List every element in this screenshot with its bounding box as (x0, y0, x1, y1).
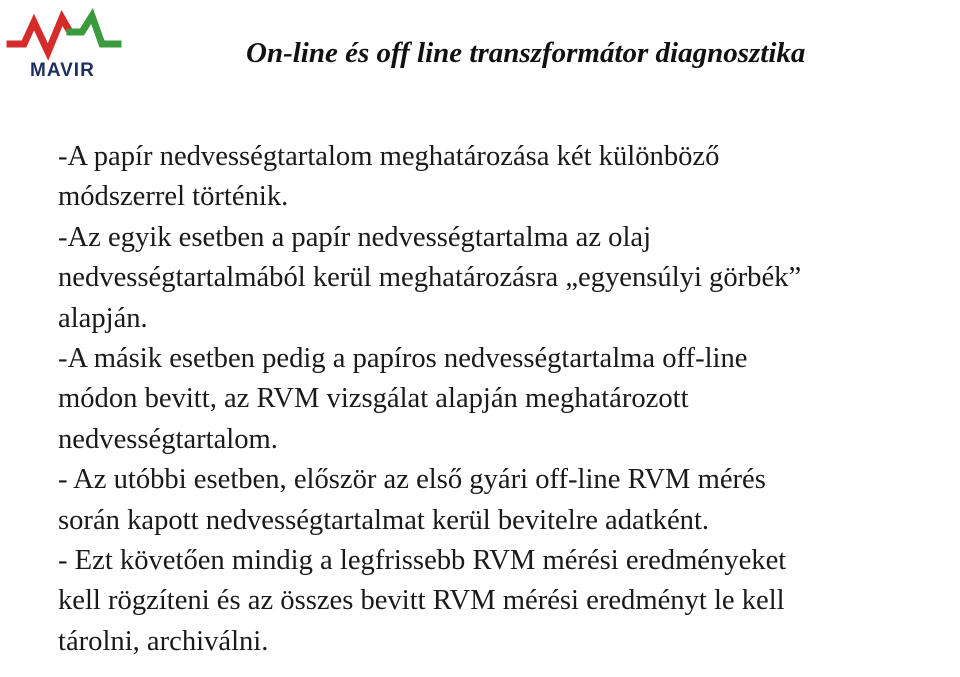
logo-wordmark: MAVIR (30, 60, 95, 81)
text-line: - Ezt követően mindig a legfrissebb RVM mérési eredményeket (58, 545, 787, 577)
text-line: kell rögzíteni és az összes bevitt RVM mérési eredményt le kell (58, 585, 785, 617)
body-text (58, 137, 953, 662)
text-line: -Az egyik esetben a papír nedvességtartalma az olaj (58, 221, 652, 253)
text-line: alapján. (58, 302, 148, 334)
text-line: során kapott nedvességtartalmat kerül bevitelre adatként. (58, 504, 710, 536)
text-line: -A másik esetben pedig a papíros nedvességtartalma off-line (58, 343, 748, 375)
text-line: - Az utóbbi esetben, először az első gyári off-line RVM mérés (58, 464, 766, 496)
text-line: módszerrel történik. (58, 181, 289, 213)
page-title: On-line és off line transzformátor diagnosztika (246, 37, 806, 69)
text-line: nedvességtartalom. (58, 423, 278, 455)
logo-green-wave (70, 16, 118, 44)
text-line: módon bevitt, az RVM vizsgálat alapján meghatározott (58, 383, 689, 415)
logo-red-wave (10, 18, 76, 52)
text-line: nedvességtartalmából kerül meghatározásra „egyensúlyi görbék” (58, 262, 802, 294)
text-line: -A papír nedvességtartalom meghatározása két különböző (58, 141, 720, 172)
mavir-logo (6, 8, 124, 88)
text-line: tárolni, archiválni. (58, 625, 269, 657)
mavir-logo-mark (6, 8, 124, 64)
